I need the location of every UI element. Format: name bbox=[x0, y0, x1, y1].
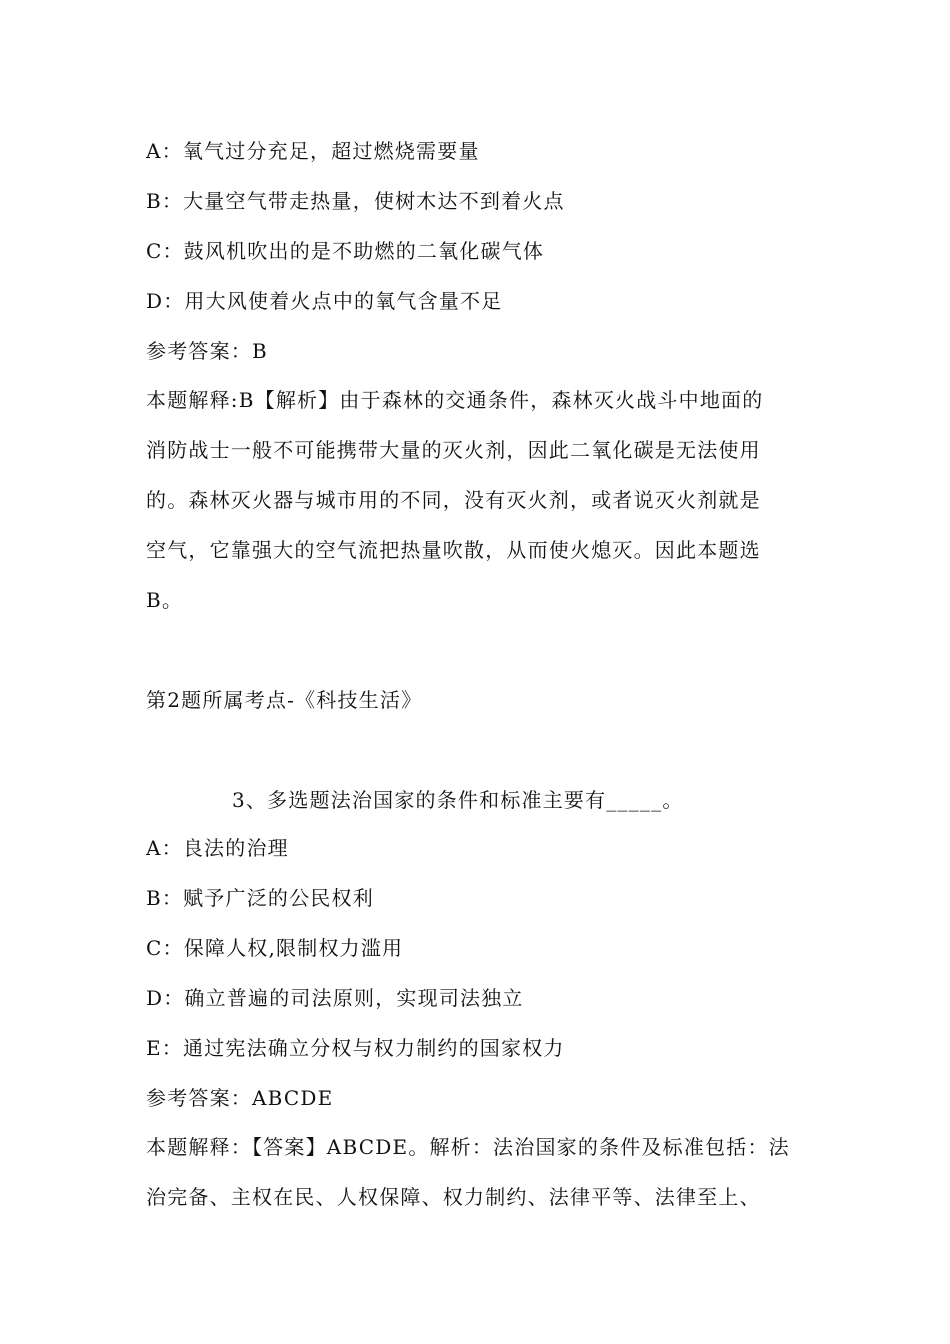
q2-explanation bbox=[146, 375, 806, 625]
q3-option-c: C：保障人权,限制权力滥用 bbox=[146, 936, 404, 960]
q3-question: 3、多选题法治国家的条件和标准主要有_____。 bbox=[232, 788, 684, 812]
q3-option-b: B：赋予广泛的公民权利 bbox=[146, 886, 374, 910]
q3-explanation bbox=[146, 1122, 806, 1222]
q2-explanation-line: B。 bbox=[146, 588, 184, 612]
q2-answer: 参考答案：B bbox=[146, 339, 268, 363]
q2-explanation-line: 本题解释:B【解析】由于森林的交通条件，森林灭火战斗中地面的 bbox=[146, 388, 764, 412]
q3-option-e: E：通过宪法确立分权与权力制约的国家权力 bbox=[146, 1036, 565, 1060]
q3-explanation-line: 本题解释：【答案】ABCDE。解析：法治国家的条件及标准包括：法 bbox=[146, 1135, 790, 1159]
q2-explanation-line: 空气，它靠强大的空气流把热量吹散，从而使火熄灭。因此本题选 bbox=[146, 538, 761, 562]
q2-option-c: C：鼓风机吹出的是不助燃的二氧化碳气体 bbox=[146, 239, 545, 263]
q3-option-a: A：良法的治理 bbox=[146, 836, 289, 860]
q2-option-d: D：用大风使着火点中的氧气含量不足 bbox=[146, 289, 503, 313]
q2-option-b: B：大量空气带走热量，使树木达不到着火点 bbox=[146, 189, 565, 213]
q2-explanation-line: 消防战士一般不可能携带大量的灭火剂，因此二氧化碳是无法使用 bbox=[146, 438, 761, 462]
q3-option-d: D：确立普遍的司法原则，实现司法独立 bbox=[146, 986, 524, 1010]
q3-answer: 参考答案：ABCDE bbox=[146, 1086, 334, 1110]
q2-topic: 第2题所属考点-《科技生活》 bbox=[146, 688, 423, 712]
q2-explanation-line: 的。森林灭火器与城市用的不同，没有灭火剂，或者说灭火剂就是 bbox=[146, 488, 761, 512]
q2-option-a: A：氧气过分充足，超过燃烧需要量 bbox=[146, 139, 480, 163]
q3-explanation-line: 治完备、主权在民、人权保障、权力制约、法律平等、法律至上、 bbox=[146, 1185, 761, 1209]
